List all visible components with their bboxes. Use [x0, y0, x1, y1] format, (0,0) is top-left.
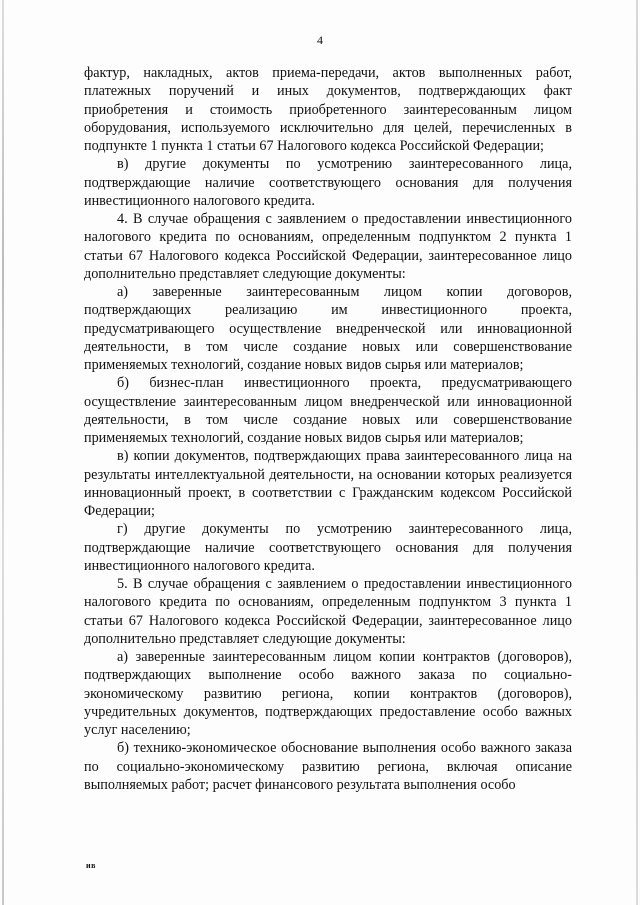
paragraph-4: а) заверенные заинтересованным лицом копии договоров, подтверждающих реализацию им инвестиционного проекта, предусматривающего осуществление внедренческой или инновационной деятельности, в том числе создание новых или совершенствование применяемых технологий, создание новых видов сырья или материалов; — [84, 284, 572, 373]
paragraph-9: а) заверенные заинтересованным лицом копии контрактов (договоров), подтверждающих выполнение особо важного заказа по социально-экономическому развитию региона, копии контрактов (договоров), учредительных документов, подтверждающих предоставление особо важных услуг населению; — [84, 649, 572, 738]
paragraph-5: б) бизнес-план инвестиционного проекта, предусматривающего осуществление заинтересованным лицом внедренческой или инновационной деятельности, в том числе создание новых или совершенствование применяемых технологий, создание новых видов сырья или материалов; — [84, 375, 572, 446]
paragraph-8: 5. В случае обращения с заявлением о предоставлении инвестиционного налогового кредита по основаниям, определенным подпунктом 3 пункта 1 статьи 67 Налогового кодекса Российской Федерации, заинтересованное лицо дополнительно представляет следующие документы: — [84, 576, 572, 647]
page-number: 4 — [317, 33, 323, 47]
paragraph-6: в) копии документов, подтверждающих права заинтересованного лица на результаты интеллектуальной деятельности, на основании которых реализуется инновационный проект, в соответствии с Гражданским кодексом Российской Федерации; — [84, 448, 572, 519]
paragraph-7: г) другие документы по усмотрению заинтересованного лица, подтверждающие наличие соответствующего основания для получения инвестиционного налогового кредита. — [84, 521, 572, 574]
scan-edge-right — [636, 0, 638, 905]
paragraph-1: фактур, накладных, актов приема-передачи, актов выполненных работ, платежных поручений и иных документов, подтверждающих факт приобретения и стоимость приобретенного заинтересованным лицом оборудования, используемого исключительно для целей, перечисленных в подпункте 1 пункта 1 статьи 67 Налогового кодекса Российской Федерации; — [84, 65, 572, 154]
document-body — [84, 64, 572, 794]
scan-edge-left — [2, 0, 4, 905]
paragraph-2: в) другие документы по усмотрению заинтересованного лица, подтверждающие наличие соответствующего основания для получения инвестиционного налогового кредита. — [84, 156, 572, 209]
paragraph-3: 4. В случае обращения с заявлением о предоставлении инвестиционного налогового кредита по основаниям, определенным подпунктом 2 пункта 1 статьи 67 Налогового кодекса Российской Федерации, заинтересованное лицо дополнительно представляет следующие документы: — [84, 211, 572, 282]
paragraph-10: б) технико-экономическое обоснование выполнения особо важного заказа по социально-экономическому развитию региона, включая описание выполняемых работ; расчет финансового результата выполнения особо — [84, 740, 572, 793]
footer-mark: ив — [86, 861, 96, 870]
